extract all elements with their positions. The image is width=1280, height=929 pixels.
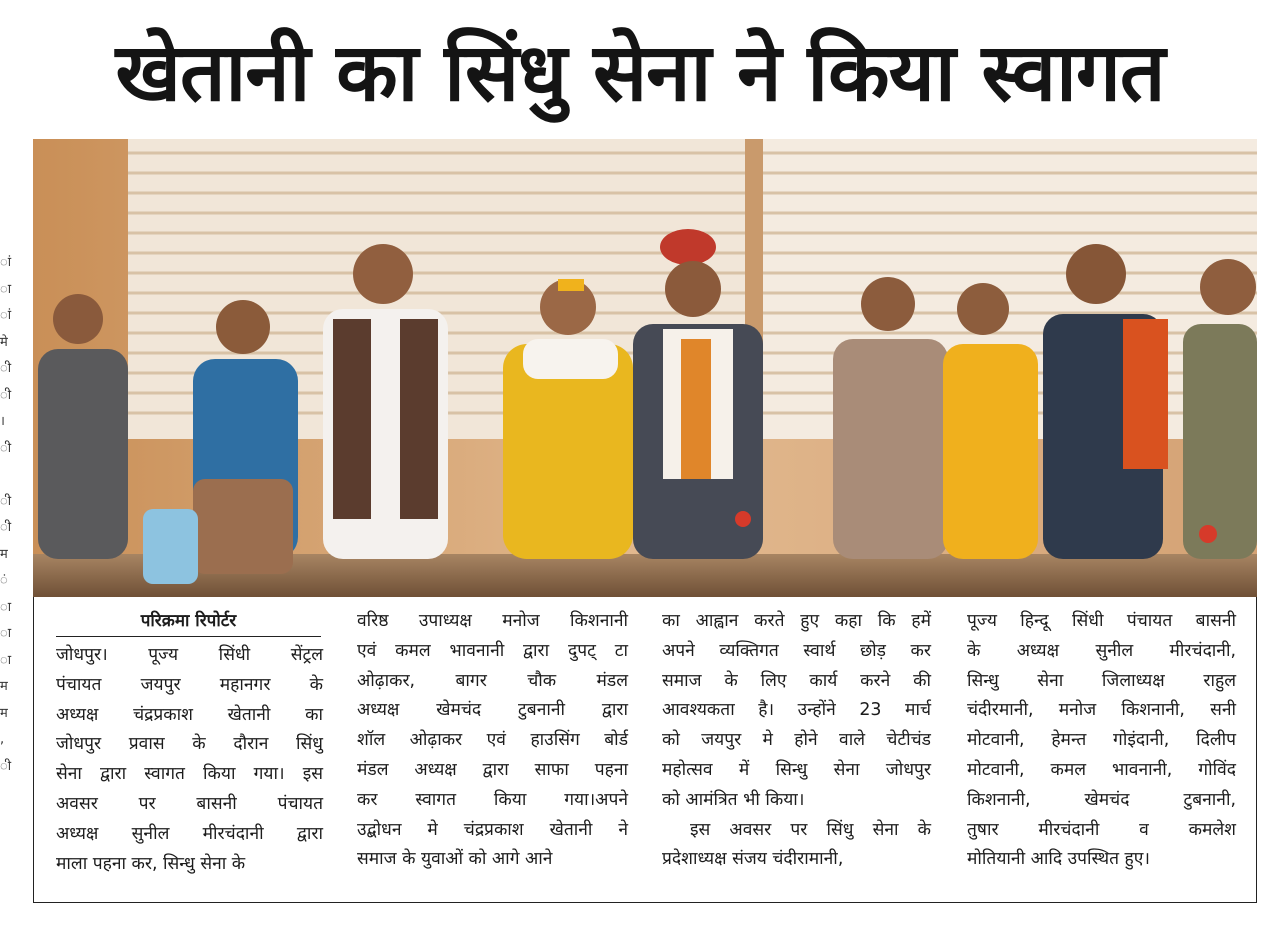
article-line: प्रदेशाध्यक्ष संजय चंदीरामानी, [662, 849, 844, 870]
article-line: अध्यक्ष खेमचंद टुबनानी द्वारा [357, 700, 628, 721]
article-line: जोधपुर प्रवास के दौरान सिंधु [56, 734, 323, 755]
article-line: एवं कमल भावनानी द्वारा दुपट् टा [357, 640, 628, 661]
article-line: शॉल ओढ़ाकर एवं हाउसिंग बोर्ड [357, 730, 628, 751]
edge-fragment: , [0, 732, 5, 747]
news-photo [33, 139, 1257, 597]
edge-fragment: ी [0, 361, 12, 376]
byline: परिक्रमा रिपोर्टर [56, 607, 321, 637]
headline: खेतानी का सिंधु सेना ने किया स्वागत [115, 26, 1165, 119]
edge-fragment: ा [0, 652, 12, 668]
article-line: सिन्धु सेना जिलाध्यक्ष राहुल [967, 670, 1236, 691]
article-body [33, 597, 1257, 903]
adjacent-column-fragment [0, 250, 14, 870]
article-line: अपने व्यक्तिगत स्वार्थ छोड़ कर [662, 640, 931, 661]
edge-fragment: । [0, 414, 5, 429]
edge-fragment: ी [0, 758, 12, 774]
edge-fragment: ं [0, 573, 8, 588]
edge-fragment [0, 462, 14, 489]
article-line: अवसर पर बासनी पंचायत [56, 793, 323, 814]
edge-fragment: ा [0, 599, 12, 615]
edge-fragment: ी [0, 440, 12, 456]
article-line: पूज्य हिन्दू सिंधी पंचायत बासनी [967, 611, 1236, 631]
article-line: उद्बोधन मे चंद्रप्रकाश खेतानी ने [357, 819, 628, 840]
edge-fragment: ी [0, 493, 12, 509]
article-line: अध्यक्ष चंद्रप्रकाश खेतानी का [56, 704, 323, 725]
article-column-1 [56, 607, 323, 879]
article-column-3 [662, 607, 931, 875]
edge-fragment: ा [0, 281, 12, 297]
article-line: कर स्वागत किया गया।अपने [357, 789, 628, 810]
article-line: समाज के लिए कार्य करने की [662, 670, 931, 691]
article-line: आवश्यकता है। उन्होंने 23 मार्च [662, 700, 931, 721]
article-line: ओढ़ाकर, बागर चौक मंडल [357, 670, 628, 691]
article-line: पंचायत जयपुर महानगर के [56, 674, 323, 695]
article-column-2 [357, 607, 628, 875]
article-line: चंदीरमानी, मनोज किशनानी, सनी [967, 700, 1236, 721]
article-line: माला पहना कर, सिन्धु सेना के [56, 853, 246, 874]
photo-illustration [33, 139, 1257, 597]
article-line: को आमंत्रित भी किया। [662, 789, 805, 810]
article-line: किशनानी, खेमचंद टुबनानी, [967, 789, 1236, 810]
article-column-4 [967, 607, 1236, 875]
article-line: को जयपुर मे होने वाले चेटीचंड [662, 730, 931, 751]
article-line: मोटवानी, हेमन्त गोइंदानी, दिलीप [967, 730, 1236, 751]
article-line: मोतियानी आदि उपस्थित हुए। [967, 849, 1150, 870]
edge-fragment: ा [0, 626, 12, 641]
article-line: के अध्यक्ष सुनील मीरचंदानी, [967, 640, 1236, 661]
edge-fragment: ां [0, 308, 12, 323]
article-line: वरिष्ठ उपाध्यक्ष मनोज किशनानी [357, 611, 628, 631]
edge-fragment: ां [0, 255, 12, 270]
article-line: मोटवानी, कमल भावनानी, गोविंद [967, 759, 1236, 780]
article-line: समाज के युवाओं को आगे आने [357, 849, 553, 870]
article-line: तुषार मीरचंदानी व कमलेश [967, 819, 1236, 840]
article-line: अध्यक्ष सुनील मीरचंदानी द्वारा [56, 823, 323, 844]
edge-fragment: ी [0, 520, 12, 535]
edge-fragment: म [0, 705, 8, 721]
edge-fragment: ी [0, 387, 12, 403]
article-line: मंडल अध्यक्ष द्वारा साफा पहना [357, 759, 628, 780]
edge-fragment: मे [0, 334, 8, 350]
edge-fragment: म [0, 679, 8, 694]
article-line: महोत्सव में सिन्धु सेना जोधपुर [662, 759, 931, 780]
article-line: इस अवसर पर सिंधु सेना के [690, 819, 931, 840]
article-line: जोधपुर। पूज्य सिंधी सेंट्रल [56, 645, 323, 665]
edge-fragment: म [0, 546, 8, 562]
article-line: सेना द्वारा स्वागत किया गया। इस [56, 764, 323, 785]
article-line: का आह्वान करते हुए कहा कि हमें [662, 611, 931, 631]
